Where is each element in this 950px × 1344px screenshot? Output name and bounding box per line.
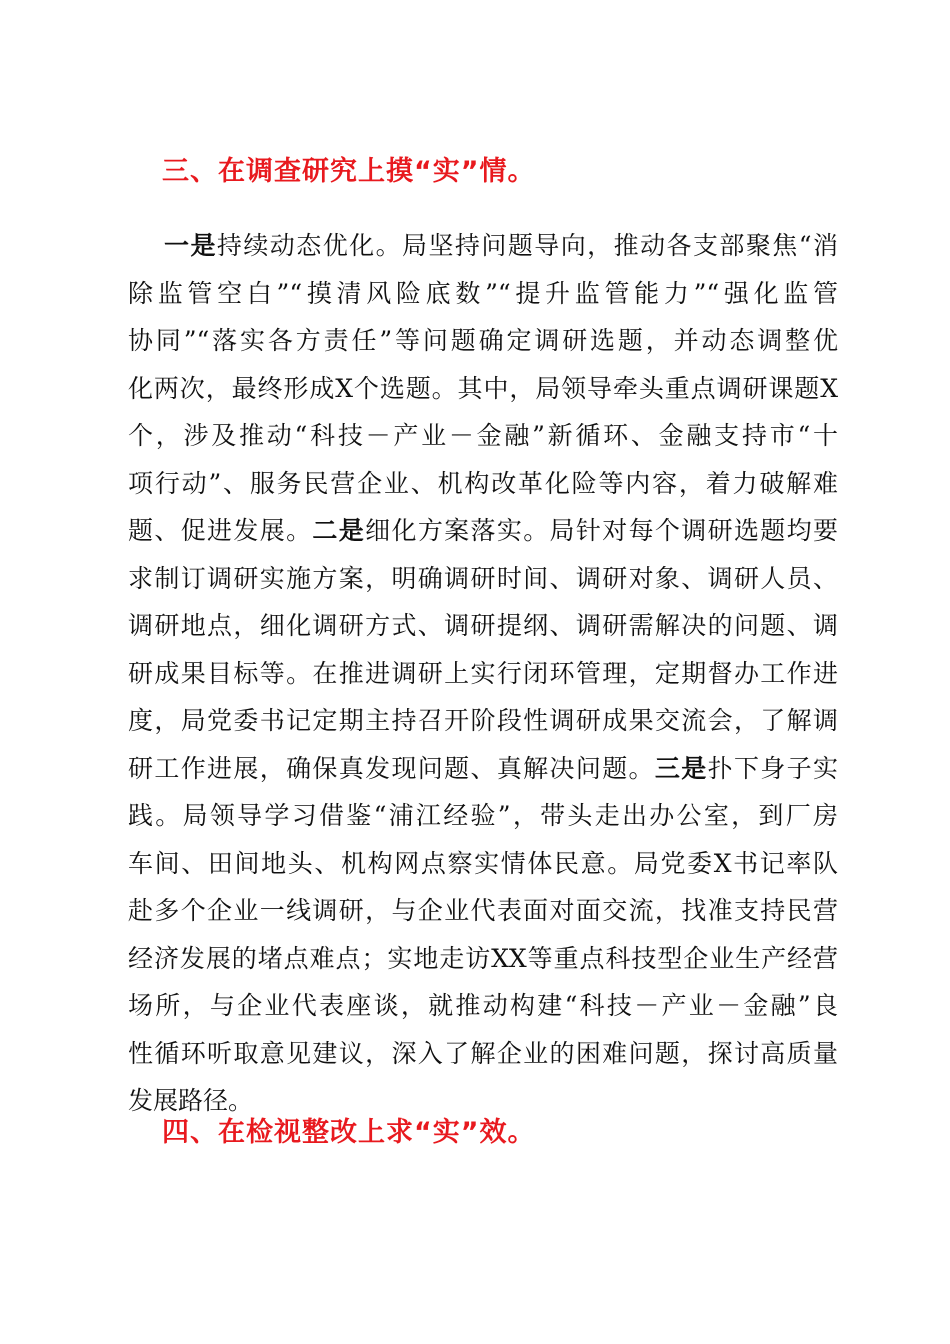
paragraph-line: 研工作进展，确保真发现问题、真解决问题。三是扑下身子实: [128, 753, 838, 783]
paragraph-line: 项行动”、服务民营企业、机构改革化险等内容，着力破解难: [128, 468, 838, 498]
paragraph-line: 题、促进发展。二是细化方案落实。局针对每个调研选题均要: [128, 516, 838, 545]
paragraph-line: 度，局党委书记定期主持召开阶段性调研成果交流会，了解调: [128, 706, 838, 735]
lead-marker-2: 二是: [312, 516, 366, 545]
paragraph-line: 一是持续动态优化。局坚持问题导向，推动各支部聚焦“消: [164, 231, 838, 260]
paragraph-line: 求制订调研实施方案，明确调研时间、调研对象、调研人员、: [128, 563, 838, 593]
paragraph-line: 赴多个企业一线调研，与企业代表面对面交流，找准支持民营: [128, 896, 838, 925]
lead-marker-1: 一是: [164, 231, 217, 260]
paragraph-line: 调研地点，细化调研方式、调研提纲、调研需解决的问题、调: [128, 611, 838, 640]
paragraph-line: 协同”“落实各方责任”等问题确定调研选题，并动态调整优: [128, 326, 838, 355]
lead-marker-3: 三是: [654, 753, 708, 783]
paragraph-line: 践。局领导学习借鉴“浦江经验”，带头走出办公室，到厂房: [128, 801, 838, 830]
paragraph-line: 发展路径。: [128, 1086, 254, 1115]
paragraph-line: 场所，与企业代表座谈，就推动构建“科技－产业－金融”良: [128, 991, 838, 1020]
paragraph-line: 经济发展的堵点难点；实地走访XX等重点科技型企业生产经营: [128, 943, 838, 973]
paragraph-line: 研成果目标等。在推进调研上实行闭环管理，定期督办工作进: [128, 658, 838, 688]
section-heading-4: 四、在检视整改上求“实”效。: [162, 1117, 536, 1148]
body-paragraph: [128, 222, 838, 1125]
paragraph-line: 个，涉及推动“科技－产业－金融”新循环、金融支持市“十: [128, 421, 838, 450]
section-heading-3: 三、在调查研究上摸“实”情。: [162, 156, 536, 187]
paragraph-line: 性循环听取意见建议，深入了解企业的困难问题，探讨高质量: [128, 1038, 838, 1068]
paragraph-line: 车间、田间地头、机构网点察实情体民意。局党委X书记率队: [128, 848, 838, 878]
paragraph-line: 除监管空白”“摸清风险底数”“提升监管能力”“强化监管: [128, 278, 838, 308]
paragraph-line: 化两次，最终形成X个选题。其中，局领导牵头重点调研课题X: [128, 373, 838, 403]
